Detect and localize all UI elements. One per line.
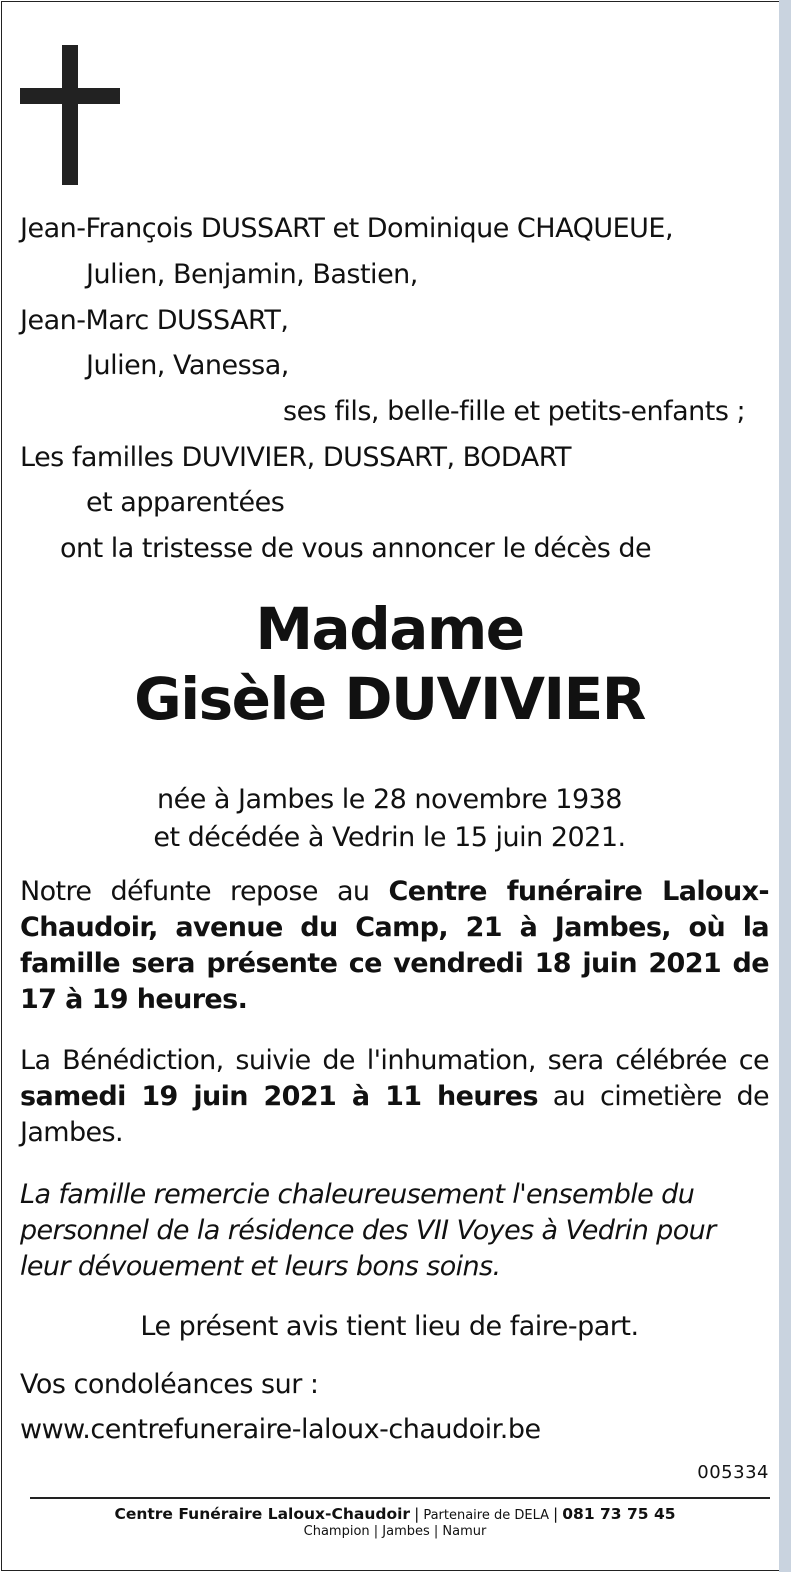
deceased-title: Madame — [255, 595, 524, 663]
family-line-2: Julien, Benjamin, Bastien, — [86, 259, 418, 290]
family-line-4: Julien, Vanessa, — [86, 350, 289, 381]
repose-intro: Notre défunte repose au — [20, 876, 389, 907]
condolences-label: Vos condoléances sur : — [20, 1369, 319, 1400]
ceremony-paragraph — [20, 1043, 769, 1151]
reference-number: 005334 — [697, 1462, 769, 1483]
side-band — [779, 0, 791, 1572]
repose-paragraph — [20, 874, 769, 1018]
death-info: et décédée à Vedrin le 15 juin 2021. — [153, 822, 626, 853]
notice-text: Le présent avis tient lieu de faire-part. — [140, 1311, 639, 1342]
thanks-paragraph: La famille remercie chaleureusement l'ensemble du personnel de la résidence des VII Voyes à Vedrin pour leur dévouement et leurs bons soins. — [20, 1179, 716, 1282]
footer-phone: 081 73 75 45 — [562, 1505, 676, 1523]
cross-icon — [20, 45, 120, 185]
family-line-6: Les familles DUVIVIER, DUSSART, BODART — [20, 442, 571, 473]
repose-details: Centre funéraire Laloux-Chaudoir, avenue du Camp, 21 à Jambes, où la famille sera présente ce vendredi 18 juin 2021 de 17 à 19 heures. — [20, 876, 769, 1015]
announcement-line: ont la tristesse de vous annoncer le décès de — [60, 533, 652, 564]
footer-divider — [30, 1497, 770, 1499]
condolences-url[interactable]: www.centrefuneraire-laloux-chaudoir.be — [20, 1414, 541, 1445]
family-line-3: Jean-Marc DUSSART, — [20, 305, 289, 336]
footer-partner: Partenaire de DELA — [423, 1508, 550, 1523]
family-line-7: et apparentées — [86, 487, 285, 518]
ceremony-outro: au cimetière de Jambes. — [20, 1081, 769, 1148]
footer-locations: Champion | Jambes | Namur — [303, 1524, 487, 1539]
family-line-5: ses fils, belle-fille et petits-enfants ; — [283, 396, 746, 427]
deceased-name: Gisèle DUVIVIER — [134, 665, 645, 733]
ceremony-datetime: samedi 19 juin 2021 à 11 heures — [20, 1081, 538, 1112]
family-line-1: Jean-François DUSSART et Dominique CHAQUEUE, — [20, 213, 674, 244]
birth-info: née à Jambes le 28 novembre 1938 — [157, 784, 622, 815]
footer-company: Centre Funéraire Laloux-Chaudoir — [114, 1505, 411, 1523]
ceremony-intro: La Bénédiction, suivie de l'inhumation, sera célébrée ce — [20, 1045, 769, 1076]
footer-separator: | — [553, 1505, 559, 1523]
footer-separator: | — [414, 1505, 420, 1523]
